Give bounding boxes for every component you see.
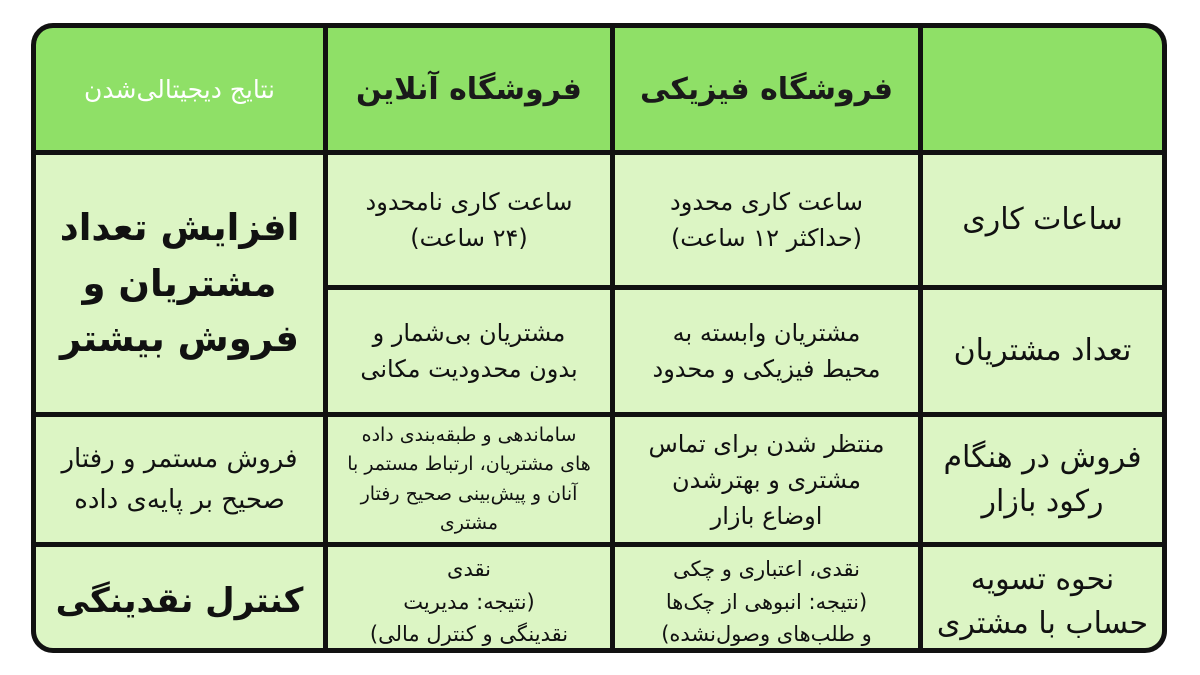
cell-recession-online-text: ساماندهی و طبقه‌بندی داده های مشتریان، ارتباط مستمر با آنان و پیش‌بینی صحیح رفتار مشتری [347, 423, 591, 534]
cell-recession-result-text: فروش مستمر و رفتار صحیح بر پایه‌ی داده [61, 444, 298, 515]
row-label-hours [923, 155, 1162, 285]
row-label-settlement [923, 547, 1162, 653]
comparison-table [31, 23, 1167, 653]
cell-customers-online [328, 290, 610, 412]
row-label-customers [923, 290, 1162, 412]
row-label-recession [923, 417, 1162, 542]
cell-settlement-online-text: نقدی (نتیجه: مدیریت نقدینگی و کنترل مالی) [369, 557, 569, 647]
cell-settlement-online [328, 547, 610, 653]
cell-settlement-result [36, 547, 323, 653]
row-label-customers-text: تعداد مشتریان [953, 333, 1132, 369]
cell-settlement-physical [615, 547, 918, 653]
cell-customers-online-text: مشتریان بی‌شمار و بدون محدودیت مکانی [360, 319, 578, 383]
header-empty [923, 28, 1162, 150]
cell-recession-physical [615, 417, 918, 542]
cell-customers-physical-text: مشتریان وابسته به محیط فیزیکی و محدود [652, 319, 881, 383]
cell-customers-physical [615, 290, 918, 412]
header-results-label: نتایج دیجیتالی‌شدن [84, 74, 275, 104]
header-results [36, 28, 323, 150]
cell-hours-online-text: ساعت کاری نامحدود (۲۴ ساعت) [365, 188, 573, 252]
cell-hours-physical-text: ساعت کاری محدود (حداکثر ۱۲ ساعت) [670, 188, 863, 252]
cell-settlement-result-text: کنترل نقدینگی [55, 581, 304, 622]
cell-settlement-physical-text: نقدی، اعتباری و چکی (نتیجه: انبوهی از چک‌ها و طلب‌های وصول‌نشده) [661, 557, 872, 647]
cell-recession-physical-text: منتظر شدن برای تماس مشتری و بهترشدن اوضاع بازار [648, 429, 885, 530]
header-physical-store [615, 28, 918, 150]
cell-hours-physical [615, 155, 918, 285]
header-physical-label: فروشگاه فیزیکی [640, 71, 893, 107]
cell-merged-result [36, 155, 323, 412]
row-label-settlement-text: نحوه تسویه حساب با مشتری [936, 562, 1149, 641]
row-label-hours-text: ساعات کاری [962, 202, 1123, 238]
cell-merged-result-text: افزایش تعداد مشتریان و فروش بیشتر [59, 206, 300, 361]
header-online-store [328, 28, 610, 150]
cell-hours-online [328, 155, 610, 285]
cell-recession-online [328, 417, 610, 542]
cell-recession-result [36, 417, 323, 542]
header-online-label: فروشگاه آنلاین [356, 71, 582, 107]
row-label-recession-text: فروش در هنگام رکود بازار [943, 440, 1142, 519]
